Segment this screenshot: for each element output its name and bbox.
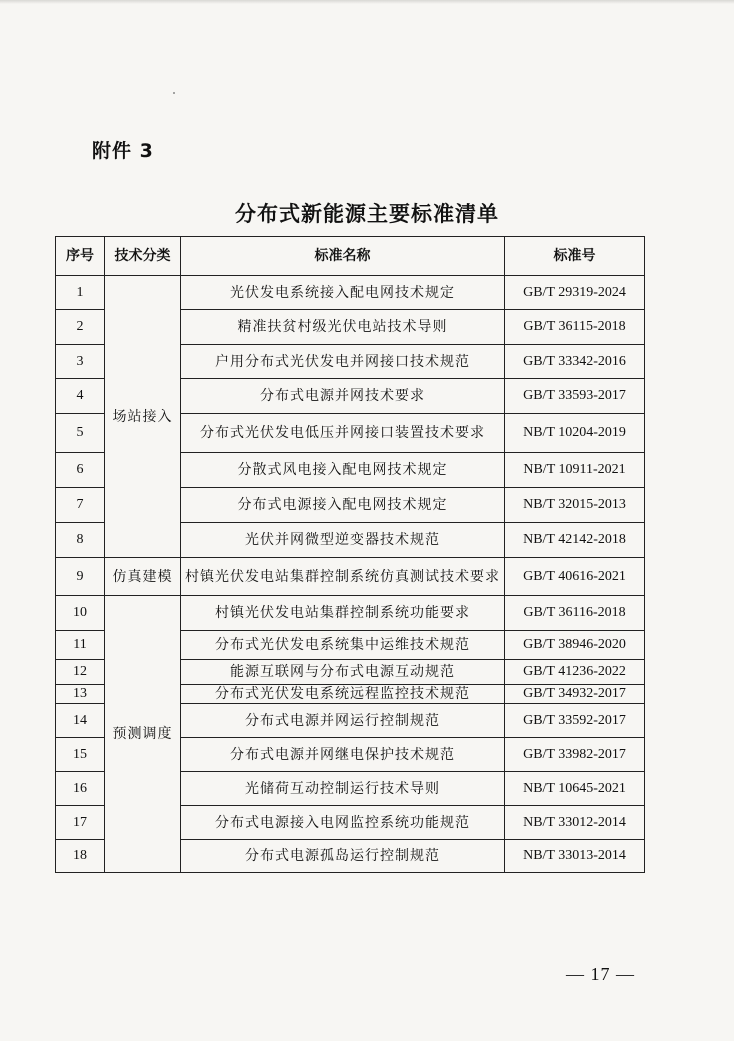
category-cell: 场站接入 (105, 276, 181, 558)
standard-name: 分布式电源接入电网监控系统功能规范 (181, 806, 505, 840)
row-index: 13 (56, 685, 105, 704)
table-row (56, 596, 645, 631)
scan-edge (0, 0, 734, 4)
page-number: — 17 — (566, 964, 635, 984)
header-standard-name: 标准名称 (181, 237, 505, 276)
table-body (56, 276, 645, 873)
table-row (56, 558, 645, 596)
standard-name: 分散式风电接入配电网技术规定 (181, 453, 505, 488)
standard-code: NB/T 32015-2013 (505, 488, 645, 523)
row-index: 17 (56, 806, 105, 840)
standard-code: NB/T 10645-2021 (505, 772, 645, 806)
row-index: 16 (56, 772, 105, 806)
standard-name: 分布式电源并网继电保护技术规范 (181, 738, 505, 772)
attachment-label: 附件 3 (92, 140, 154, 162)
standard-name: 光储荷互动控制运行技术导则 (181, 772, 505, 806)
table-header-row (56, 237, 645, 276)
standard-name: 光伏并网微型逆变器技术规范 (181, 523, 505, 558)
table-row (56, 276, 645, 310)
standard-name: 精准扶贫村级光伏电站技术导则 (181, 310, 505, 345)
standard-name: 分布式电源并网技术要求 (181, 379, 505, 414)
row-index: 14 (56, 704, 105, 738)
standard-code: NB/T 33013-2014 (505, 840, 645, 873)
row-index: 12 (56, 660, 105, 685)
category-cell: 预测调度 (105, 596, 181, 873)
row-index: 11 (56, 631, 105, 660)
standard-name: 户用分布式光伏发电并网接口技术规范 (181, 345, 505, 379)
standard-name: 光伏发电系统接入配电网技术规定 (181, 276, 505, 310)
row-index: 18 (56, 840, 105, 873)
standard-name: 能源互联网与分布式电源互动规范 (181, 660, 505, 685)
standard-code: GB/T 40616-2021 (505, 558, 645, 596)
row-index: 5 (56, 414, 105, 453)
document-title: 分布式新能源主要标准清单 (235, 201, 499, 226)
standard-name: 分布式电源孤岛运行控制规范 (181, 840, 505, 873)
row-index: 6 (56, 453, 105, 488)
row-index: 15 (56, 738, 105, 772)
row-index: 10 (56, 596, 105, 631)
standard-code: NB/T 33012-2014 (505, 806, 645, 840)
row-index: 3 (56, 345, 105, 379)
scan-speck (173, 92, 175, 94)
standard-code: NB/T 10911-2021 (505, 453, 645, 488)
standard-code: GB/T 33593-2017 (505, 379, 645, 414)
row-index: 4 (56, 379, 105, 414)
standard-code: GB/T 29319-2024 (505, 276, 645, 310)
standard-code: GB/T 36115-2018 (505, 310, 645, 345)
standard-name: 分布式电源并网运行控制规范 (181, 704, 505, 738)
standard-code: NB/T 42142-2018 (505, 523, 645, 558)
category-cell: 仿真建模 (105, 558, 181, 596)
header-category: 技术分类 (105, 237, 181, 276)
header-index: 序号 (56, 237, 105, 276)
standard-name: 分布式光伏发电系统远程监控技术规范 (181, 685, 505, 704)
standard-code: GB/T 33592-2017 (505, 704, 645, 738)
standard-code: GB/T 33342-2016 (505, 345, 645, 379)
standard-name: 村镇光伏发电站集群控制系统仿真测试技术要求 (181, 558, 505, 596)
standards-table (55, 236, 645, 873)
standard-name: 村镇光伏发电站集群控制系统功能要求 (181, 596, 505, 631)
standard-code: GB/T 36116-2018 (505, 596, 645, 631)
standard-code: NB/T 10204-2019 (505, 414, 645, 453)
standard-name: 分布式电源接入配电网技术规定 (181, 488, 505, 523)
row-index: 8 (56, 523, 105, 558)
row-index: 9 (56, 558, 105, 596)
standard-name: 分布式光伏发电低压并网接口装置技术要求 (181, 414, 505, 453)
standard-code: GB/T 34932-2017 (505, 685, 645, 704)
header-standard-code: 标准号 (505, 237, 645, 276)
row-index: 2 (56, 310, 105, 345)
row-index: 1 (56, 276, 105, 310)
row-index: 7 (56, 488, 105, 523)
standard-code: GB/T 38946-2020 (505, 631, 645, 660)
standard-code: GB/T 41236-2022 (505, 660, 645, 685)
standard-code: GB/T 33982-2017 (505, 738, 645, 772)
standard-name: 分布式光伏发电系统集中运维技术规范 (181, 631, 505, 660)
